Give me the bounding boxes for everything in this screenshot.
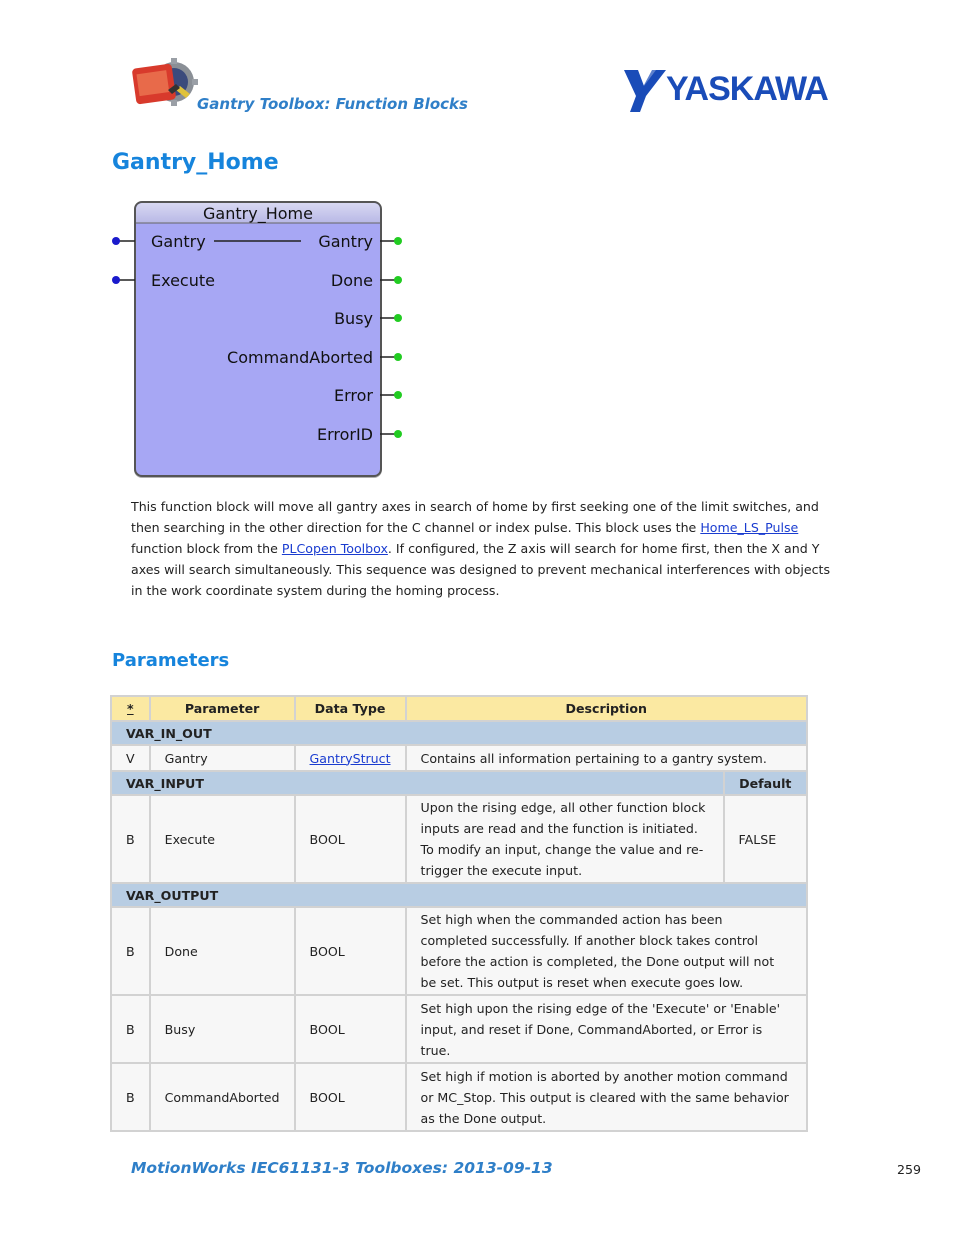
output-label: Busy (334, 309, 373, 328)
table-row (112, 996, 806, 1062)
section-row-output (112, 884, 806, 906)
param-name-cell: Gantry (151, 746, 294, 770)
kind-cell: B (112, 908, 149, 994)
parameters-table (110, 695, 808, 1132)
data-type-cell: BOOL (296, 796, 405, 882)
description-cell: Set high when the commanded action has been completed successfully. If another block takes control before the action is completed, the Done output will not be set. This output is reset when execute goes low. (407, 908, 806, 994)
gantrystruct-link[interactable]: GantryStruct (309, 750, 391, 766)
default-cell: FALSE (725, 796, 806, 882)
table-row (112, 796, 806, 882)
description-text: . If configured, the Z axis will search for home first, then the X and Y axes will search simultaneously. This sequence was designed to prevent mechanical interferences with objects in the work coordinate system during the homing process. (131, 541, 831, 598)
footer-title: MotionWorks IEC61131-3 Toolboxes: 2013-09-13 (131, 1159, 553, 1177)
table-row (112, 908, 806, 994)
output-pin-busy (334, 309, 402, 328)
data-type-cell (296, 746, 405, 770)
home-ls-pulse-link[interactable]: Home_LS_Pulse (700, 520, 799, 535)
output-label: Gantry (318, 232, 373, 251)
output-pin-errorid (317, 425, 402, 444)
data-type-cell: BOOL (296, 996, 405, 1062)
star-header: * (112, 697, 149, 720)
data-type-cell: BOOL (296, 1064, 405, 1130)
description-text: This function block will move all gantry axes in search of home by first seeking one of the limit switches, and then searching in the other direction for the C channel or index pulse. This block uses the (131, 499, 819, 535)
output-pin-done (331, 271, 402, 290)
function-block-diagram (108, 196, 418, 486)
page-title: Gantry_Home (112, 150, 279, 175)
input-label: Gantry (151, 232, 206, 251)
block-name: Gantry_Home (203, 204, 313, 223)
data-type-header: Data Type (296, 697, 405, 720)
kind-cell: B (112, 796, 149, 882)
header-title: Gantry Toolbox: Function Blocks (197, 95, 468, 113)
output-label: Error (334, 386, 373, 405)
param-name-cell: Done (151, 908, 294, 994)
kind-cell: V (112, 746, 149, 770)
parameter-header: Parameter (151, 697, 294, 720)
section-label: VAR_INPUT (112, 772, 723, 794)
output-pin-error (334, 386, 402, 405)
description-header: Description (407, 697, 806, 720)
input-label: Execute (151, 271, 215, 290)
kind-cell: B (112, 1064, 149, 1130)
output-label: Done (330, 271, 373, 290)
table-row (112, 746, 806, 770)
yaskawa-logo (622, 66, 844, 112)
param-name-cell: CommandAborted (151, 1064, 294, 1130)
kind-cell: B (112, 996, 149, 1062)
toolbox-logo-icon (130, 56, 200, 112)
table-row (112, 1064, 806, 1130)
input-pin-execute (112, 271, 215, 290)
description-cell: Set high upon the rising edge of the 'Execute' or 'Enable' input, and reset if Done, CommandAborted, or Error is true. (407, 996, 806, 1062)
description-cell: Set high if motion is aborted by another motion command or MC_Stop. This output is cleared with the same behavior as the Done output. (407, 1064, 806, 1130)
section-label: VAR_IN_OUT (112, 722, 806, 744)
section-row-input (112, 772, 806, 794)
page-number: 259 (897, 1162, 922, 1177)
plcopen-toolbox-link[interactable]: PLCopen Toolbox (281, 541, 388, 556)
description-text: function block from the (131, 541, 282, 556)
output-pin-gantry (318, 232, 402, 251)
section-row-in-out (112, 722, 806, 744)
yaskawa-logo-text: YASKAWA (666, 70, 828, 108)
default-header: Default (725, 772, 806, 794)
section-label: VAR_OUTPUT (112, 884, 806, 906)
param-name-cell: Execute (151, 796, 294, 882)
description-paragraph (131, 496, 841, 601)
description-cell: Upon the rising edge, all other function block inputs are read and the function is initiated. To modify an input, change the value and re-trigger the execute input. (407, 796, 723, 882)
data-type-cell: BOOL (296, 908, 405, 994)
parameters-heading: Parameters (112, 650, 230, 671)
output-label: ErrorID (316, 425, 373, 444)
output-label: CommandAborted (227, 348, 373, 367)
table-header-row (112, 697, 806, 720)
description-cell: Contains all information pertaining to a gantry system. (407, 746, 806, 770)
param-name-cell: Busy (151, 996, 294, 1062)
